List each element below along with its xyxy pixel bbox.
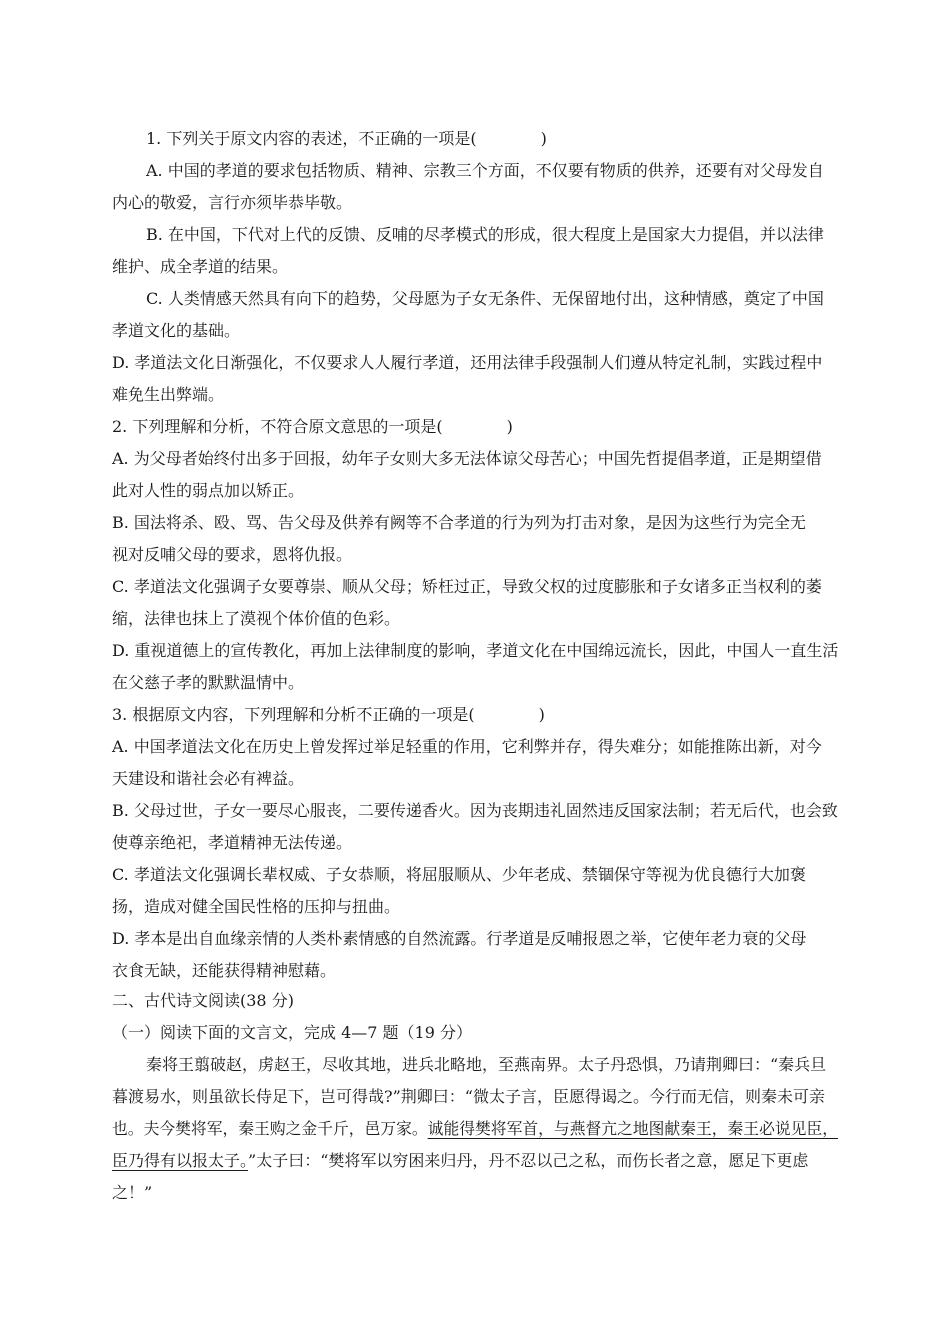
question-3-option-a: A. 中国孝道法文化在历史上曾发挥过举足轻重的作用，它利弊并存，得失难分；如能推陈出新，对今	[112, 737, 822, 756]
question-1-option-c-cont: 孝道文化的基础。	[112, 321, 241, 340]
question-1-option-c: C. 人类情感天然具有向下的趋势，父母愿为子女无条件、无保留地付出，这种情感，奠定了中国	[146, 289, 824, 308]
question-3-option-a-cont: 天建设和谐社会必有裨益。	[112, 769, 305, 788]
question-2-option-d-cont: 在父慈子孝的默默温情中。	[112, 673, 305, 692]
subsection-heading: （一）阅读下面的文言文，完成 4—7 题（19 分）	[112, 1023, 472, 1042]
underlined-sentence: 诚能得樊将军首，与燕督亢之地图献秦王，秦王必说见臣，	[427, 1119, 839, 1138]
question-3-option-d: D. 孝本是出自血缘亲情的人类朴素情感的自然流露。行孝道是反哺报恩之举，它使年老力衰的父母	[112, 929, 807, 948]
question-2-option-d: D. 重视道德上的宣传教化，再加上法律制度的影响，孝道文化在中国绵远流长，因此，中国人一直生活	[112, 641, 839, 660]
question-1-option-b-cont: 维护、成全孝道的结果。	[112, 257, 289, 276]
question-2-option-a-cont: 此对人性的弱点加以矫正。	[112, 481, 305, 500]
question-1-option-d-cont: 难免生出弊端。	[112, 385, 225, 404]
question-2-option-c-cont: 缩，法律也抹上了漠视个体价值的色彩。	[112, 609, 401, 628]
question-3-stem: 3. 根据原文内容，下列理解和分析不正确的一项是( )	[112, 705, 545, 724]
passage-line	[112, 1118, 838, 1140]
passage-line	[112, 1150, 808, 1172]
question-3-option-b-cont: 使尊亲绝祀，孝道精神无法传递。	[112, 833, 353, 852]
question-1-option-b: B. 在中国，下代对上代的反馈、反哺的尽孝模式的形成，很大程度上是国家大力提倡，并以法律	[146, 225, 824, 244]
passage-text: ”太子曰：“樊将军以穷困来归丹，丹不忍以己之私，而伤长者之意，愿足下更虑	[248, 1151, 809, 1170]
question-1-option-d: D. 孝道法文化日渐强化，不仅要求人人履行孝道，还用法律手段强制人们遵从特定礼制，实践过程中	[112, 353, 823, 372]
question-3-option-b: B. 父母过世，子女一要尽心服丧，二要传递香火。因为丧期违礼固然违反国家法制；若无后代，也会致	[112, 801, 838, 820]
question-1-stem: 1. 下列关于原文内容的表述，不正确的一项是( )	[146, 129, 547, 148]
underlined-sentence-cont: 臣乃得有以报太子。	[112, 1151, 249, 1170]
question-3-option-c: C. 孝道法文化强调长辈权威、子女恭顺，将屈服顺从、少年老成、禁锢保守等视为优良德行大加褒	[112, 865, 806, 884]
section-heading: 二、古代诗文阅读(38 分)	[112, 991, 294, 1010]
question-1-option-a: A. 中国的孝道的要求包括物质、精神、宗教三个方面，不仅要有物质的供养，还要有对父母发自	[146, 161, 824, 180]
question-2-option-b-cont: 视对反哺父母的要求，恩将仇报。	[112, 545, 353, 564]
passage-text: 也。夫今樊将军，秦王购之金千斤，邑万家。	[112, 1119, 428, 1138]
question-3-option-c-cont: 扬，造成对健全国民性格的压抑与扭曲。	[112, 897, 401, 916]
passage-line: 暮渡易水，则虽欲长侍足下，岂可得哉?”荆卿曰：“微太子言，臣愿得谒之。今行而无信，则秦未可亲	[112, 1087, 825, 1106]
question-2-option-b: B. 国法将杀、殴、骂、告父母及供养有阙等不合孝道的行为列为打击对象，是因为这些行为完全无	[112, 513, 806, 532]
question-3-option-d-cont: 衣食无缺，还能获得精神慰藉。	[112, 961, 337, 980]
question-1-option-a-cont: 内心的敬爱，言行亦须毕恭毕敬。	[112, 193, 353, 212]
passage-line: 秦将王翦破赵，虏赵王，尽收其地，进兵北略地，至燕南界。太子丹恐惧，乃请荆卿曰：“秦兵旦	[146, 1055, 827, 1074]
question-2-option-a: A. 为父母者始终付出多于回报，幼年子女则大多无法体谅父母苦心；中国先哲提倡孝道，正是期望借	[112, 449, 822, 468]
passage-line: 之！”	[112, 1183, 153, 1202]
question-2-option-c: C. 孝道法文化强调子女要尊崇、顺从父母；矫枉过正，导致父权的过度膨胀和子女诸多正当权利的萎	[112, 577, 822, 596]
question-2-stem: 2. 下列理解和分析，不符合原文意思的一项是( )	[112, 417, 513, 436]
